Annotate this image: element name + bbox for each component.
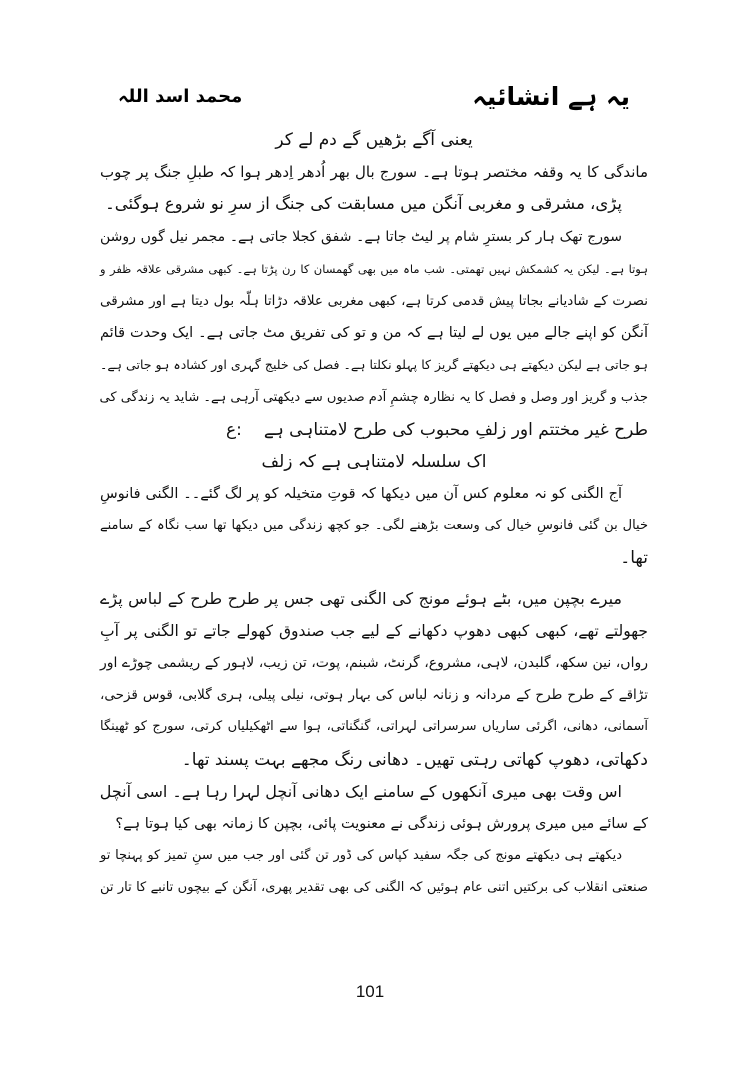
author-name: محمد اسد اللہ (118, 85, 243, 107)
paragraph-6-line-2: صنعتی انقلاب کی برکتیں اتنی عام ہوئیں کہ الگنی کی بھی تقدیر پھری، آنگن کے بیچوں تانبے کا تار تن (100, 880, 648, 896)
paragraph-4-line-5: آسمانی، دھانی، اگرئی ساریاں سرسراتی لہراتی، گنگناتی، ہوا سے اٹھکیلیاں کرتی، سورج کو ٹھینگا (100, 719, 648, 735)
paragraph-1-line-1: ماندگی کا یہ وقفہ مختصر ہوتا ہے۔ سورج بال بھر اُدھر اِدھر ہوا کہ طبلِ جنگ پر چوب (100, 163, 648, 182)
verse-marker: :ع (225, 419, 242, 440)
page-header (118, 78, 630, 114)
paragraph-2-line-6: جذب و گریز اور وصل و فصل کا یہ نظارہ چشمِ آدم صدیوں سے دیکھتی آرہی ہے۔ شاید یہ زندگی کی (99, 389, 648, 405)
paragraph-2-line-1: سورج تھک ہار کر بسترِ شام پر لیٹ جاتا ہے۔ شفق کجلا جاتی ہے۔ مجمر نیل گوں روشن (100, 228, 622, 245)
paragraph-1-line-2: پڑی، مشرقی و مغربی آنگن میں مسابقت کی جنگ از سرِ نو شروع ہوگئی۔ (105, 194, 622, 214)
paragraph-4-line-4: تڑاقے کے طرح طرح کے مردانہ و زنانہ لباس کی بہار ہوتی، نیلی پیلی، ہری گلابی، قوس قزحی، (100, 687, 648, 704)
paragraph-5-line-2: کے سائے میں میری پرورش ہوئی زندگی نے معنویت پائی، بچپن کا زمانہ بھی کیا ہوتا ہے؟ (115, 815, 648, 832)
paragraph-2-line-7 (100, 414, 648, 446)
paragraph-2-line-7-text: طرح غیر مختتم اور زلفِ محبوب کی طرح لامتناہی ہے (263, 419, 648, 440)
paragraph-gap (100, 575, 648, 583)
essay-title: یہ ہے انشائیہ (472, 81, 630, 111)
paragraph-3-line-2: خیال بن گئی فانوسِ خیال کی وسعت بڑھنے لگی۔ جو کچھ زندگی میں دیکھا تھا سب نگاہ کے سامنے (100, 518, 648, 534)
paragraph-2-line-4: آنگن کو اپنے جالے میں یوں لے لیتا ہے کہ من و تو کی تفریق مٹ جاتی ہے۔ ایک وحدت قائم (100, 325, 648, 342)
paragraph-4-line-6: دکھاتی، دھوپ کھاتی رہتی تھیں۔ دھانی رنگ مجھے بہت پسند تھا۔ (181, 749, 648, 770)
paragraph-4-line-2: جھولتے تھے، کبھی کبھی دھوپ دکھانے کے لیے جب صندوق کھولے جاتے تو الگنی پر آبِ (100, 621, 648, 640)
opening-verse: یعنی آگے بڑھیں گے دم لے کر (275, 130, 473, 150)
paragraph-3-line-3: تھا۔ (620, 548, 648, 569)
paragraph-2-line-3: نصرت کے شادیانے بجاتا پیش قدمی کرتا ہے، کبھی مغربی علاقہ دڑاتا ہلّہ بول دیتا ہے اور مشرقی (100, 292, 648, 309)
paragraph-2-line-2: ہوتا ہے۔ لیکن یہ کشمکش نہیں تھمتی۔ شب ماہ میں بھی گھمسان کا رن پڑتا ہے۔ کبھی مشرقی علاقہ ظفر و (100, 261, 648, 276)
paragraph-4-line-3: رواں، نین سکھ، گلبدن، لاہی، مشروع، گرنٹ، شبنم، پوت، تن زیب، لاہور کے ریشمی چوڑے اور (100, 655, 648, 671)
page-number: 101 (355, 982, 385, 1001)
paragraph-5-line-1: اس وقت بھی میری آنکھوں کے سامنے ایک دھانی آنچل لہرا رہا ہے۔ اسی آنچل (99, 781, 622, 801)
quoted-verse: اک سلسلہ لامتناہی ہے کہ زلف (261, 451, 487, 472)
paragraph-4-line-1: میرے بچپن میں، بٹے ہوئے مونج کی الگنی تھی جس پر طرح طرح کے لباس پڑے (100, 588, 622, 608)
essay-body (100, 124, 648, 905)
paragraph-6-line-1: دیکھتے ہی دیکھتے مونج کی جگہ سفید کپاس کی ڈور تن گئی اور جب میں سنِ تمیز کو پہنچا تو (100, 848, 622, 864)
paragraph-3-line-1: آج الگنی کو نہ معلوم کس آن میں دیکھا کہ قوتِ متخیلہ کو پر لگ گئے۔۔ الگنی فانوسِ (100, 486, 622, 503)
paragraph-2-line-5: ہو جاتی ہے لیکن دیکھتے ہی دیکھتے گریز کا پہلو نکلتا ہے۔ فصل کی خلیج گہری اور کشادہ ہو جاتی ہے۔ (100, 357, 648, 373)
